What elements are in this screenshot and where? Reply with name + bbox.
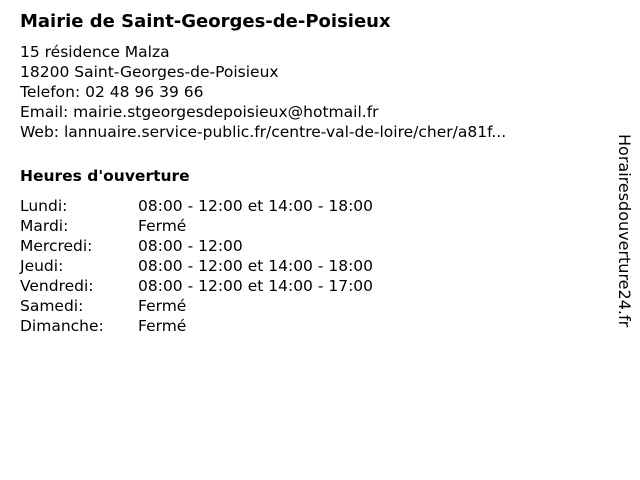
hours-row	[20, 196, 590, 216]
address-city: 18200 Saint-Georges-de-Poisieux	[20, 63, 279, 81]
hours-time: 08:00 - 12:00 et 14:00 - 18:00	[138, 197, 374, 215]
hours-row	[20, 216, 590, 236]
hours-day: Vendredi:	[20, 277, 94, 295]
hours-time: 08:00 - 12:00 et 14:00 - 18:00	[138, 257, 374, 275]
hours-time: 08:00 - 12:00 et 14:00 - 17:00	[138, 277, 374, 295]
hours-day: Mercredi:	[20, 237, 93, 255]
hours-day: Jeudi:	[20, 257, 64, 275]
site-brand[interactable]: Horairesdouverture24.fr	[615, 134, 634, 328]
hours-row	[20, 276, 590, 296]
email-line[interactable]: Email: mairie.stgeorgesdepoisieux@hotmail.fr	[20, 103, 379, 121]
hours-table	[20, 196, 590, 336]
hours-time: 08:00 - 12:00	[138, 237, 243, 255]
address-street: 15 résidence Malza	[20, 43, 170, 61]
hours-row	[20, 316, 590, 336]
hours-time: Fermé	[138, 297, 187, 315]
hours-day: Samedi:	[20, 297, 84, 315]
hours-time: Fermé	[138, 317, 187, 335]
hours-row	[20, 296, 590, 316]
hours-row	[20, 236, 590, 256]
page-title: Mairie de Saint-Georges-de-Poisieux	[20, 11, 391, 32]
hours-day: Dimanche:	[20, 317, 104, 335]
web-line[interactable]: Web: lannuaire.service-public.fr/centre-val-de-loire/cher/a81f...	[20, 123, 507, 141]
town-hall-card	[20, 10, 590, 336]
hours-heading: Heures d'ouverture	[20, 167, 190, 185]
hours-day: Mardi:	[20, 217, 69, 235]
hours-time: Fermé	[138, 217, 187, 235]
phone-line[interactable]: Telefon: 02 48 96 39 66	[20, 83, 204, 101]
hours-row	[20, 256, 590, 276]
hours-day: Lundi:	[20, 197, 68, 215]
